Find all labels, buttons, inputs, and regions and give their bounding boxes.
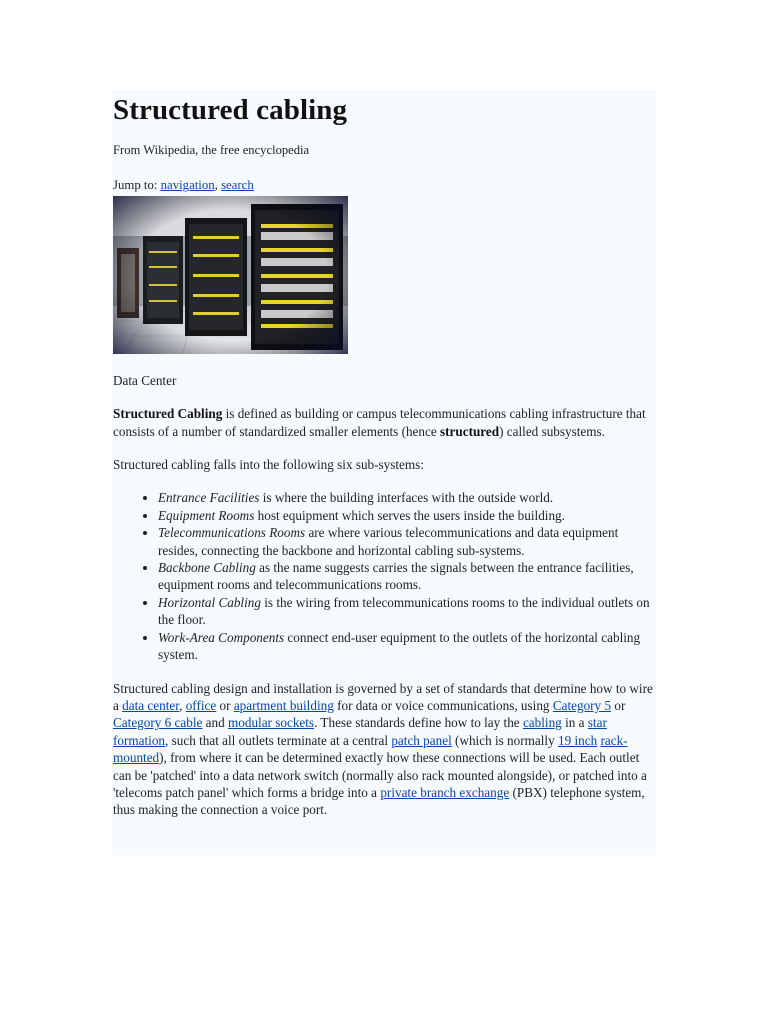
subsystems-intro: Structured cabling falls into the following six sub-systems: xyxy=(113,457,424,473)
text-run: for data or voice communications, using xyxy=(333,697,553,713)
link-cabling[interactable]: cabling xyxy=(522,715,562,731)
jump-to-label: Jump to: xyxy=(113,178,161,193)
text-run: or xyxy=(611,697,626,713)
text-run: and xyxy=(202,715,228,731)
jump-separator: , xyxy=(214,178,222,193)
jump-link-search[interactable]: search xyxy=(221,178,254,193)
subsystem-desc: is where the building interfaces with the outside world. xyxy=(259,490,554,506)
jump-to-bar xyxy=(113,177,658,194)
intro-bold-term: Structured Cabling xyxy=(113,406,223,422)
link-modular-sockets[interactable]: modular sockets xyxy=(228,715,315,731)
list-item xyxy=(158,524,658,559)
list-item xyxy=(158,629,658,664)
text-run: (which is normally xyxy=(451,732,558,748)
subsystem-term: Equipment Rooms xyxy=(158,507,255,523)
site-subtitle: From Wikipedia, the free encyclopedia xyxy=(113,143,310,157)
jump-link-navigation[interactable]: navigation xyxy=(160,178,215,193)
data-center-photo[interactable] xyxy=(113,196,348,354)
link-apartment-building[interactable]: apartment building xyxy=(233,697,334,713)
subsystem-desc: are where various telecommunications and data equipment resides, connecting the backbone and horizontal cabling sub-systems. xyxy=(158,525,619,558)
link-category-6-cable[interactable]: Category 6 cable xyxy=(113,715,203,731)
link-category-5[interactable]: Category 5 xyxy=(552,697,612,713)
link-star-formation[interactable]: star formation xyxy=(113,715,607,748)
intro-bold-structured: structured xyxy=(440,423,500,439)
text-run: , such that all outlets terminate at a central xyxy=(165,732,392,748)
list-item xyxy=(158,507,658,524)
intro-text-1: is defined as building or campus telecommunications cabling infrastructure that consists of a number of standardized smaller elements (hence xyxy=(113,406,646,439)
text-run: in a xyxy=(561,715,588,731)
link-rack-mounted[interactable]: rack-mounted xyxy=(113,732,628,766)
subsystem-desc: is the wiring from telecommunications rooms to the individual outlets on the floor. xyxy=(158,594,650,628)
text-run: ), from where it can be determined exactly how these connections will be used. Each outlet can be 'patched' into a data network switch (normally also rack mounted alongside), or patched into a 'telecoms patch panel' which forms a bridge into a xyxy=(113,750,647,800)
link-19-inch[interactable]: 19 inch xyxy=(557,732,598,748)
subsystem-term: Horizontal Cabling xyxy=(158,594,261,610)
text-run: (PBX) telephone system, thus making the connection a voice port. xyxy=(113,784,645,818)
subsystems-list xyxy=(113,489,658,663)
text-run: Structured cabling design and installation is governed by a set of standards that determine how to wire a xyxy=(113,680,653,713)
subsystem-term: Backbone Cabling xyxy=(158,560,256,576)
link-data-center[interactable]: data center xyxy=(122,697,180,713)
subsystem-term: Work-Area Components xyxy=(158,629,285,645)
subsystem-desc: host equipment which serves the users inside the building. xyxy=(254,507,565,523)
link-patch-panel[interactable]: patch panel xyxy=(391,732,452,748)
text-run: , xyxy=(179,697,186,713)
image-caption: Data Center xyxy=(113,372,177,388)
link-private-branch-exchange[interactable]: private branch exchange xyxy=(380,784,510,800)
page-title: Structured cabling xyxy=(113,94,348,126)
list-item xyxy=(158,559,658,594)
intro-text-2: ) called subsystems. xyxy=(499,423,605,439)
text-run: or xyxy=(216,697,234,713)
subsystem-term: Entrance Facilities xyxy=(158,490,260,506)
list-item xyxy=(158,594,658,629)
subsystem-desc: connect end-user equipment to the outlets of the horizontal cabling system. xyxy=(158,629,641,663)
subsystem-desc: as the name suggests carries the signals between the entrance facilities, equipment rooms and telecommunications rooms. xyxy=(158,560,634,593)
article-content xyxy=(113,92,658,819)
list-item xyxy=(158,489,658,506)
standards-paragraph xyxy=(113,680,658,819)
subsystem-term: Telecommunications Rooms xyxy=(158,525,306,541)
text-run: . These standards define how to lay the xyxy=(314,715,523,731)
intro-paragraph xyxy=(113,405,658,440)
link-office[interactable]: office xyxy=(185,697,217,713)
